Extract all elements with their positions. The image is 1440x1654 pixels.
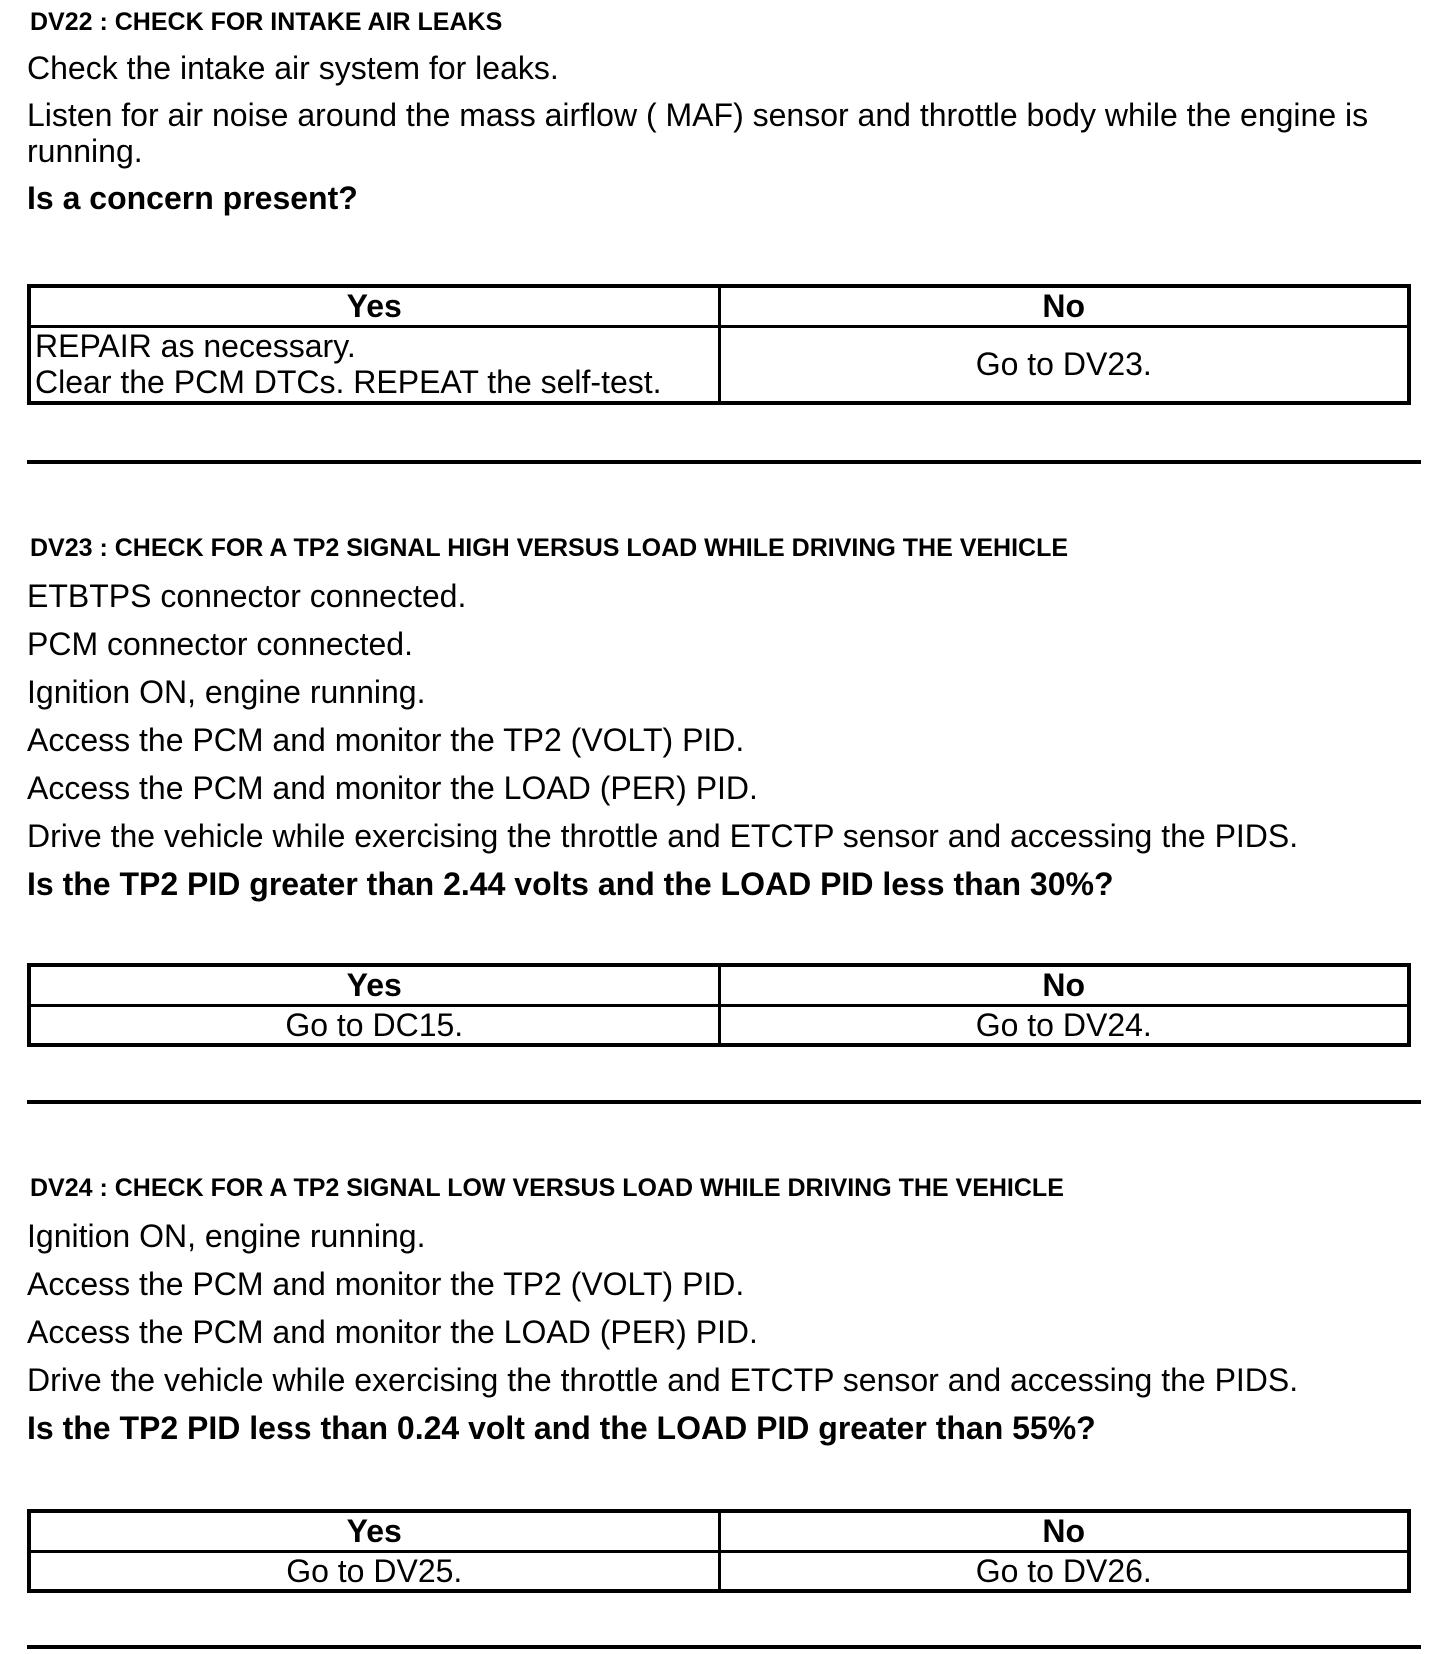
yes-cell: Go to DC15. — [29, 1005, 719, 1045]
step-question: Is the TP2 PID less than 0.24 volt and the LOAD PID greater than 55%? — [27, 1410, 1096, 1446]
instruction-line: Listen for air noise around the mass airflow ( MAF) sensor and throttle body while the engine is running. — [27, 97, 1369, 169]
instruction-line: ETBTPS connector connected. — [27, 578, 467, 614]
section-divider — [27, 460, 1421, 464]
decision-table-dv22 — [27, 284, 1411, 405]
instruction-line: Ignition ON, engine running. — [27, 674, 426, 710]
yes-header: Yes — [29, 965, 719, 1005]
yes-header: Yes — [29, 286, 719, 326]
no-header: No — [719, 1511, 1409, 1551]
instruction-line: Access the PCM and monitor the LOAD (PER) PID. — [27, 770, 758, 806]
step-heading: DV22 : CHECK FOR INTAKE AIR LEAKS — [30, 8, 503, 36]
instruction-line: Access the PCM and monitor the TP2 (VOLT) PID. — [27, 1266, 745, 1302]
step-question: Is a concern present? — [27, 180, 358, 216]
step-dv24 — [27, 1174, 1421, 1447]
no-cell: Go to DV24. — [719, 1005, 1409, 1045]
yes-line: REPAIR as necessary. — [35, 328, 356, 365]
yes-cell: Go to DV25. — [29, 1551, 719, 1591]
instruction-line: Drive the vehicle while exercising the throttle and ETCTP sensor and accessing the PIDS. — [27, 1362, 1299, 1398]
section-divider — [27, 1100, 1421, 1104]
step-dv23 — [27, 534, 1421, 903]
instruction-line: PCM connector connected. — [27, 626, 413, 662]
yes-header: Yes — [29, 1511, 719, 1551]
decision-table-dv24 — [27, 1509, 1411, 1593]
instruction-line: Ignition ON, engine running. — [27, 1218, 426, 1254]
yes-cell — [29, 326, 719, 403]
instruction-line: Drive the vehicle while exercising the throttle and ETCTP sensor and accessing the PIDS. — [27, 818, 1299, 854]
no-cell: Go to DV23. — [719, 326, 1409, 403]
step-question: Is the TP2 PID greater than 2.44 volts and the LOAD PID less than 30%? — [27, 866, 1114, 902]
no-header: No — [719, 286, 1409, 326]
section-divider — [27, 1645, 1421, 1649]
yes-line: Clear the PCM DTCs. REPEAT the self-test. — [35, 364, 662, 401]
no-cell: Go to DV26. — [719, 1551, 1409, 1591]
instruction-line: Access the PCM and monitor the LOAD (PER) PID. — [27, 1314, 758, 1350]
no-header: No — [719, 965, 1409, 1005]
step-heading: DV23 : CHECK FOR A TP2 SIGNAL HIGH VERSUS LOAD WHILE DRIVING THE VEHICLE — [30, 534, 1069, 562]
step-heading: DV24 : CHECK FOR A TP2 SIGNAL LOW VERSUS LOAD WHILE DRIVING THE VEHICLE — [30, 1174, 1064, 1202]
step-dv22 — [27, 8, 1421, 217]
instruction-line: Check the intake air system for leaks. — [27, 50, 559, 86]
instruction-line: Access the PCM and monitor the TP2 (VOLT) PID. — [27, 722, 745, 758]
decision-table-dv23 — [27, 963, 1411, 1047]
